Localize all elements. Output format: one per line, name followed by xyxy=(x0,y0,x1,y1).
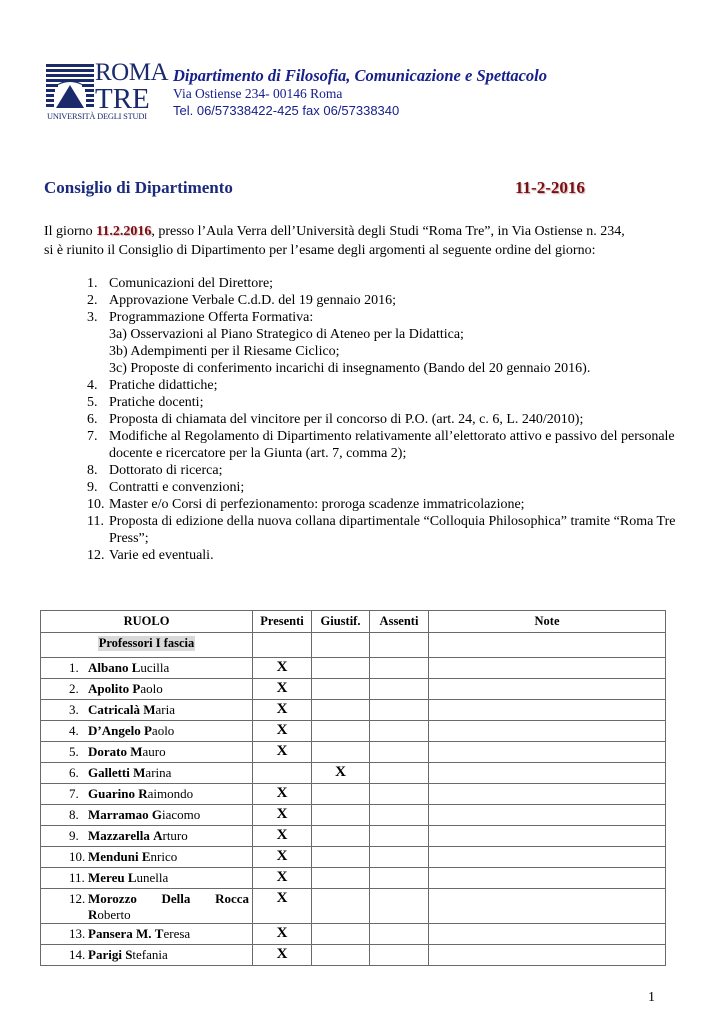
assenti-cell[interactable] xyxy=(370,868,429,889)
member-initial: A xyxy=(153,828,163,843)
table-row xyxy=(41,847,666,868)
row-number: 3. xyxy=(69,702,79,717)
assenti-cell[interactable] xyxy=(370,679,429,700)
row-number: 4. xyxy=(69,723,79,738)
agenda-text: Comunicazioni del Direttore; xyxy=(109,276,274,291)
member-surname: Menduni xyxy=(88,849,139,864)
agenda-number: 8. xyxy=(87,463,98,478)
member-firstname-rest: iacomo xyxy=(162,807,201,822)
note-cell[interactable] xyxy=(429,721,666,742)
row-number: 6. xyxy=(69,765,79,780)
assenti-cell[interactable] xyxy=(370,658,429,679)
note-cell[interactable] xyxy=(429,784,666,805)
logo-tre-text: TRE xyxy=(95,83,150,115)
presenti-cell[interactable]: X xyxy=(253,889,312,924)
table-row xyxy=(41,868,666,889)
table-row xyxy=(41,784,666,805)
assenti-cell[interactable] xyxy=(370,889,429,924)
agenda-number: 11. xyxy=(87,514,104,529)
intro-line-1 xyxy=(44,223,669,242)
member-firstname-rest: ucilla xyxy=(140,660,170,675)
member-surname: Dorato xyxy=(88,744,127,759)
name-cell xyxy=(41,763,253,784)
agenda-text: Proposta di edizione della nuova collana dipartimentale “Colloquia Philosophica” tramite “Roma Tre Press”; xyxy=(109,514,676,546)
giustif-cell[interactable] xyxy=(312,924,370,945)
member-name xyxy=(88,849,252,865)
member-firstname-rest: oberto xyxy=(97,907,131,922)
agenda-item xyxy=(87,377,677,394)
giustif-cell[interactable] xyxy=(312,805,370,826)
agenda-text: Approvazione Verbale C.d.D. del 19 gennaio 2016; xyxy=(109,293,397,308)
agenda-number: 1. xyxy=(87,276,98,291)
agenda-item xyxy=(87,309,677,326)
member-initial: L xyxy=(127,870,137,885)
agenda-text: Pratiche didattiche; xyxy=(109,378,218,393)
agenda-number: 3. xyxy=(87,310,98,325)
member-initial: M xyxy=(143,702,156,717)
presenti-cell[interactable]: X xyxy=(253,658,312,679)
agenda-number: 9. xyxy=(87,480,98,495)
member-initial: P xyxy=(143,723,152,738)
section-cell xyxy=(41,633,253,658)
agenda-item xyxy=(87,479,677,496)
assenti-cell[interactable] xyxy=(370,826,429,847)
assenti-cell[interactable] xyxy=(370,721,429,742)
agenda-item xyxy=(87,394,677,411)
member-initial: L xyxy=(131,660,141,675)
member-firstname-rest: unella xyxy=(136,870,169,885)
member-initial: P xyxy=(132,681,141,696)
member-firstname-rest: aolo xyxy=(140,681,163,696)
row-number: 8. xyxy=(69,807,79,822)
row-number: 1. xyxy=(69,660,79,675)
row-number: 2. xyxy=(69,681,79,696)
agenda-item xyxy=(87,513,677,547)
department-name: Dipartimento di Filosofia, Comunicazione e Spettacolo xyxy=(173,66,548,85)
assenti-cell[interactable] xyxy=(370,847,429,868)
member-initial: E xyxy=(141,849,151,864)
member-name xyxy=(88,828,252,844)
agenda-number: 2. xyxy=(87,293,98,308)
giustif-cell[interactable] xyxy=(312,868,370,889)
giustif-cell[interactable] xyxy=(312,721,370,742)
name-cell xyxy=(41,742,253,763)
member-initial: M xyxy=(130,744,143,759)
empty-cell xyxy=(253,633,312,658)
document-date: 11-2-2016 xyxy=(515,178,585,197)
page-number: 1 xyxy=(648,990,655,1005)
logo-roma-text: ROMA xyxy=(95,59,169,86)
member-name xyxy=(88,660,252,676)
table-row xyxy=(41,826,666,847)
name-cell xyxy=(41,805,253,826)
table-row xyxy=(41,658,666,679)
note-cell[interactable] xyxy=(429,847,666,868)
member-surname: D’Angelo xyxy=(88,723,141,738)
table-row xyxy=(41,742,666,763)
logo-tagline: UNIVERSITÀ DEGLI STUDI xyxy=(47,112,147,121)
member-initial: T xyxy=(154,926,164,941)
agenda-number: 5. xyxy=(87,395,98,410)
row-number: 9. xyxy=(69,828,79,843)
name-cell xyxy=(41,889,253,924)
giustif-cell[interactable] xyxy=(312,679,370,700)
giustif-cell[interactable] xyxy=(312,742,370,763)
meeting-date: 11.2.2016 xyxy=(96,224,152,239)
note-cell[interactable] xyxy=(429,805,666,826)
row-number: 13. xyxy=(69,926,86,941)
member-name xyxy=(88,702,252,718)
agenda-text: Contratti e convenzioni; xyxy=(109,480,245,495)
assenti-cell[interactable] xyxy=(370,742,429,763)
name-cell xyxy=(41,847,253,868)
table-row xyxy=(41,945,666,966)
agenda-item xyxy=(87,411,677,428)
name-cell xyxy=(41,784,253,805)
agenda-item xyxy=(87,547,677,564)
note-cell[interactable] xyxy=(429,945,666,966)
intro-prefix: Il giorno xyxy=(44,224,97,239)
university-logo xyxy=(46,59,169,122)
table-row xyxy=(41,763,666,784)
row-number: 5. xyxy=(69,744,79,759)
note-cell[interactable] xyxy=(429,658,666,679)
giustif-cell[interactable] xyxy=(312,700,370,721)
member-name xyxy=(88,807,252,823)
assenti-cell[interactable] xyxy=(370,805,429,826)
giustif-cell[interactable] xyxy=(312,847,370,868)
presenti-cell[interactable]: X xyxy=(253,721,312,742)
column-header-assenti: Assenti xyxy=(370,611,429,633)
table-row xyxy=(41,924,666,945)
member-surname: Parigi xyxy=(88,947,122,962)
presenti-cell[interactable] xyxy=(253,763,312,784)
note-cell[interactable] xyxy=(429,679,666,700)
member-name xyxy=(88,870,252,886)
member-surname: Marramao xyxy=(88,807,149,822)
note-cell[interactable] xyxy=(429,700,666,721)
department-address: Via Ostiense 234- 00146 Roma xyxy=(173,86,343,101)
agenda-text: Programmazione Offerta Formativa: xyxy=(109,310,314,325)
section-row xyxy=(41,633,666,658)
agenda-item xyxy=(87,275,677,292)
member-firstname-rest: aolo xyxy=(151,723,175,738)
member-initial: R xyxy=(138,786,148,801)
section-label: Professori I fascia xyxy=(98,636,195,650)
member-firstname-rest: tefania xyxy=(132,947,168,962)
member-surname: Apolito xyxy=(88,681,130,696)
member-name xyxy=(88,681,252,697)
assenti-cell[interactable] xyxy=(370,784,429,805)
member-surname: Mazzarella xyxy=(88,828,150,843)
table-row xyxy=(41,889,666,924)
name-cell xyxy=(41,924,253,945)
name-cell xyxy=(41,700,253,721)
presenti-cell[interactable]: X xyxy=(253,784,312,805)
member-firstname-rest: arina xyxy=(145,765,172,780)
agenda-item xyxy=(87,428,677,462)
column-header-giustif: Giustif. xyxy=(312,611,370,633)
name-cell xyxy=(41,721,253,742)
note-cell[interactable] xyxy=(429,763,666,784)
presenti-cell[interactable]: X xyxy=(253,679,312,700)
member-surname: Mereu xyxy=(88,870,125,885)
name-cell xyxy=(41,826,253,847)
note-cell[interactable] xyxy=(429,868,666,889)
member-name xyxy=(88,926,252,942)
member-firstname-rest: aimondo xyxy=(147,786,194,801)
member-initial: G xyxy=(151,807,163,822)
agenda-text: Modifiche al Regolamento di Dipartimento relativamente all’elettorato attivo e passivo del personale docente e ricercatore per la Giunta (art. 7, comma 2); xyxy=(109,429,675,461)
column-header-note: Note xyxy=(429,611,666,633)
assenti-cell[interactable] xyxy=(370,700,429,721)
empty-cell xyxy=(429,633,666,658)
agenda-number: 6. xyxy=(87,412,98,427)
note-cell[interactable] xyxy=(429,889,666,924)
table-row xyxy=(41,700,666,721)
row-number: 7. xyxy=(69,786,79,801)
member-initial: R xyxy=(88,907,98,922)
assenti-cell[interactable] xyxy=(370,763,429,784)
note-cell[interactable] xyxy=(429,826,666,847)
member-name xyxy=(88,723,252,739)
assenti-cell[interactable] xyxy=(370,924,429,945)
row-number: 11. xyxy=(69,870,85,885)
name-cell xyxy=(41,658,253,679)
presenti-cell[interactable]: X xyxy=(253,945,312,966)
agenda-text: Pratiche docenti; xyxy=(109,395,204,410)
member-surname: Pansera M. xyxy=(88,926,152,941)
agenda-subitem: 3c) Proposte di conferimento incarichi di insegnamento (Bando del 20 gennaio 2016). xyxy=(109,361,591,376)
agenda-text: Dottorato di ricerca; xyxy=(109,463,223,478)
attendance-table xyxy=(40,610,666,966)
agenda-item xyxy=(87,462,677,479)
column-header-presenti: Presenti xyxy=(253,611,312,633)
empty-cell xyxy=(370,633,429,658)
name-cell xyxy=(41,679,253,700)
member-surname: Galletti xyxy=(88,765,130,780)
giustif-cell[interactable] xyxy=(312,784,370,805)
agenda-subitem: 3b) Adempimenti per il Riesame Ciclico; xyxy=(109,344,340,359)
assenti-cell[interactable] xyxy=(370,945,429,966)
agenda-text: Master e/o Corsi di perfezionamento: proroga scadenze immatricolazione; xyxy=(109,497,525,512)
member-name xyxy=(88,765,252,781)
member-surname: Morozzo Della Rocca xyxy=(88,891,249,906)
member-firstname-rest: aria xyxy=(155,702,175,717)
row-number: 14. xyxy=(69,947,86,962)
presenti-cell[interactable]: X xyxy=(253,868,312,889)
agenda-subitem: 3a) Osservazioni al Piano Strategico di Ateneo per la Didattica; xyxy=(109,327,464,342)
member-name xyxy=(88,891,252,923)
member-firstname-rest: eresa xyxy=(163,926,191,941)
member-surname: Albano xyxy=(88,660,129,675)
presenti-cell[interactable]: X xyxy=(253,700,312,721)
giustif-cell[interactable] xyxy=(312,826,370,847)
note-cell[interactable] xyxy=(429,924,666,945)
column-header-ruolo: RUOLO xyxy=(41,611,253,633)
member-initial: S xyxy=(125,947,133,962)
agenda-number: 7. xyxy=(87,429,98,444)
intro-line-2: si è riunito il Consiglio di Dipartimento per l’esame degli argomenti al seguente ordine del giorno: xyxy=(44,242,596,258)
member-name xyxy=(88,947,252,963)
agenda-number: 10. xyxy=(87,497,105,512)
agenda-text: Varie ed eventuali. xyxy=(109,548,214,563)
agenda-item xyxy=(87,496,677,513)
member-firstname-rest: rturo xyxy=(162,828,188,843)
member-initial: M xyxy=(133,765,146,780)
member-name xyxy=(88,744,252,760)
presenti-cell[interactable]: X xyxy=(253,742,312,763)
presenti-cell[interactable]: X xyxy=(253,805,312,826)
agenda-number: 12. xyxy=(87,548,105,563)
table-row xyxy=(41,805,666,826)
roma-tre-arch-logo-icon xyxy=(46,64,94,110)
member-surname: Guarino xyxy=(88,786,135,801)
presenti-cell[interactable]: X xyxy=(253,826,312,847)
table-row xyxy=(41,721,666,742)
name-cell xyxy=(41,868,253,889)
presenti-cell[interactable]: X xyxy=(253,847,312,868)
intro-line-1-rest: , presso l’Aula Verra dell’Università degli Studi “Roma Tre”, in Via Ostiense n. 234, xyxy=(151,224,625,239)
giustif-cell[interactable]: X xyxy=(312,763,370,784)
document-title: Consiglio di Dipartimento xyxy=(44,178,233,197)
agenda-number: 4. xyxy=(87,378,98,393)
department-contacts: Tel. 06/57338422-425 fax 06/57338340 xyxy=(173,103,400,118)
presenti-cell[interactable]: X xyxy=(253,924,312,945)
member-firstname-rest: nrico xyxy=(150,849,178,864)
member-firstname-rest: auro xyxy=(142,744,166,759)
giustif-cell[interactable] xyxy=(312,945,370,966)
agenda-list xyxy=(87,275,677,564)
intro-paragraph xyxy=(44,223,669,260)
giustif-cell[interactable] xyxy=(312,658,370,679)
row-number: 12. xyxy=(69,891,86,906)
empty-cell xyxy=(312,633,370,658)
note-cell[interactable] xyxy=(429,742,666,763)
agenda-item xyxy=(87,292,677,309)
member-surname: Catricalà xyxy=(88,702,140,717)
row-number: 10. xyxy=(69,849,86,864)
table-row xyxy=(41,679,666,700)
giustif-cell[interactable] xyxy=(312,889,370,924)
name-cell xyxy=(41,945,253,966)
agenda-text: Proposta di chiamata del vincitore per il concorso di P.O. (art. 24, c. 6, L. 240/2010); xyxy=(109,412,584,427)
member-name xyxy=(88,786,252,802)
table-header-row xyxy=(41,611,666,633)
